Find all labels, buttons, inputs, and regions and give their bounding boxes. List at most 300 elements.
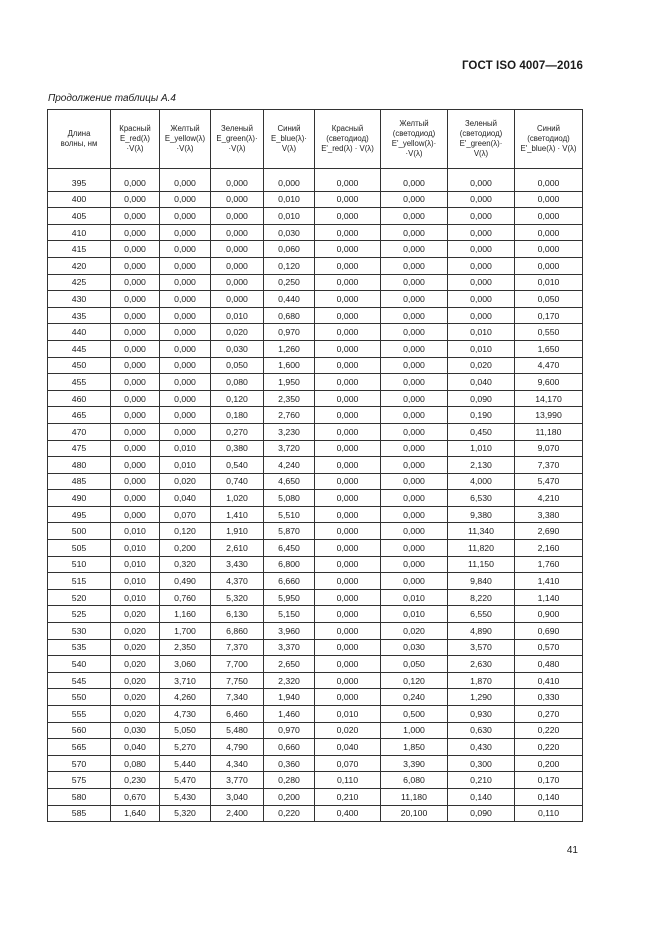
value-cell: 3,770 (211, 772, 264, 789)
column-header-line: Желтый (399, 119, 429, 128)
value-cell: 0,660 (264, 739, 315, 756)
value-cell: 0,220 (515, 722, 583, 739)
table-row (48, 340, 583, 357)
value-cell: 4,730 (160, 706, 211, 723)
table-row (48, 672, 583, 689)
value-cell: 0,000 (381, 274, 448, 291)
column-header-line: E_yellow(λ) (164, 134, 206, 143)
value-cell: 0,120 (264, 257, 315, 274)
value-cell: 0,000 (315, 324, 381, 341)
value-cell: 1,950 (264, 374, 315, 391)
value-cell: 0,010 (111, 573, 160, 590)
table-row (48, 274, 583, 291)
value-cell: 5,480 (211, 722, 264, 739)
value-cell: 0,010 (111, 589, 160, 606)
value-cell: 0,760 (160, 589, 211, 606)
value-cell: 4,650 (264, 473, 315, 490)
value-cell: 0,000 (315, 523, 381, 540)
value-cell: 11,180 (515, 423, 583, 440)
value-cell: 0,000 (211, 208, 264, 225)
value-cell: 0,000 (515, 241, 583, 258)
value-cell: 0,000 (381, 175, 448, 191)
value-cell: 0,480 (515, 656, 583, 673)
value-cell: 1,410 (211, 506, 264, 523)
value-cell: 0,000 (315, 423, 381, 440)
wavelength-cell: 445 (48, 340, 111, 357)
column-header-line: E_red(λ) (120, 134, 150, 143)
table-row (48, 490, 583, 507)
value-cell: 0,000 (111, 307, 160, 324)
column-header-line: Красный (331, 124, 364, 133)
wavelength-cell: 460 (48, 390, 111, 407)
value-cell: 0,000 (111, 423, 160, 440)
value-cell: 0,000 (448, 175, 515, 191)
wavelength-cell: 395 (48, 175, 111, 191)
value-cell: 7,340 (211, 689, 264, 706)
value-cell: 0,000 (381, 340, 448, 357)
value-cell: 0,000 (315, 175, 381, 191)
value-cell: 0,220 (515, 739, 583, 756)
value-cell: 0,000 (111, 175, 160, 191)
value-cell: 0,200 (264, 788, 315, 805)
value-cell: 0,010 (211, 307, 264, 324)
value-cell: 0,080 (211, 374, 264, 391)
value-cell: 0,020 (381, 623, 448, 640)
value-cell: 0,000 (381, 440, 448, 457)
table-row (48, 457, 583, 474)
wavelength-cell: 520 (48, 589, 111, 606)
wavelength-cell: 570 (48, 755, 111, 772)
wavelength-cell: 430 (48, 291, 111, 308)
value-cell: 0,000 (160, 241, 211, 258)
value-cell: 0,000 (515, 208, 583, 225)
table-row (48, 523, 583, 540)
value-cell: 0,240 (381, 689, 448, 706)
column-header-line: E'_red(λ) · V(λ) (321, 144, 374, 153)
value-cell: 0,030 (211, 340, 264, 357)
value-cell: 1,010 (448, 440, 515, 457)
value-cell: 0,000 (160, 191, 211, 208)
value-cell: 0,000 (111, 374, 160, 391)
wavelength-cell: 515 (48, 573, 111, 590)
column-header-line: V(λ) (473, 149, 489, 158)
value-cell: 0,000 (111, 191, 160, 208)
table-row (48, 208, 583, 225)
value-cell: 0,000 (448, 257, 515, 274)
value-cell: 0,330 (515, 689, 583, 706)
value-cell: 0,000 (315, 440, 381, 457)
value-cell: 0,000 (315, 540, 381, 557)
value-cell: 0,000 (111, 274, 160, 291)
value-cell: 0,010 (160, 457, 211, 474)
value-cell: 0,320 (160, 556, 211, 573)
value-cell: 0,380 (211, 440, 264, 457)
value-cell: 0,000 (315, 639, 381, 656)
value-cell: 0,000 (315, 340, 381, 357)
value-cell: 0,010 (111, 523, 160, 540)
value-cell: 11,820 (448, 540, 515, 557)
value-cell: 2,350 (160, 639, 211, 656)
value-cell: 0,000 (381, 407, 448, 424)
value-cell: 0,220 (264, 805, 315, 822)
value-cell: 0,970 (264, 324, 315, 341)
value-cell: 0,020 (111, 656, 160, 673)
value-cell: 0,170 (515, 307, 583, 324)
value-cell: 2,160 (515, 540, 583, 557)
value-cell: 0,000 (315, 390, 381, 407)
value-cell: 5,470 (160, 772, 211, 789)
column-header-line: Красный (119, 124, 151, 133)
wavelength-cell: 440 (48, 324, 111, 341)
value-cell: 0,000 (315, 573, 381, 590)
value-cell: 0,000 (111, 407, 160, 424)
value-cell: 0,000 (315, 307, 381, 324)
value-cell: 0,000 (160, 340, 211, 357)
value-cell: 5,320 (160, 805, 211, 822)
value-cell: 5,510 (264, 506, 315, 523)
value-cell: 0,490 (160, 573, 211, 590)
value-cell: 0,190 (448, 407, 515, 424)
value-cell: 13,990 (515, 407, 583, 424)
wavelength-cell: 400 (48, 191, 111, 208)
value-cell: 6,660 (264, 573, 315, 590)
table-row (48, 307, 583, 324)
value-cell: 0,000 (111, 390, 160, 407)
value-cell: 0,000 (381, 523, 448, 540)
value-cell: 1,460 (264, 706, 315, 723)
table-row (48, 739, 583, 756)
value-cell: 0,000 (211, 274, 264, 291)
column-header-line: E'_blue(λ) · V(λ) (520, 144, 577, 153)
value-cell: 11,180 (381, 788, 448, 805)
value-cell: 0,000 (160, 274, 211, 291)
column-header-line: E_blue(λ)· (271, 134, 307, 143)
value-cell: 0,000 (315, 257, 381, 274)
column-header-line: E_green(λ)· (216, 134, 258, 143)
value-cell: 1,000 (381, 722, 448, 739)
spectral-data-table (47, 109, 583, 822)
column-header-line: Зеленый (221, 124, 253, 133)
value-cell: 0,000 (448, 274, 515, 291)
value-cell: 2,350 (264, 390, 315, 407)
column-header-line: Синий (277, 124, 301, 133)
column-header-line: (светодиод) (459, 129, 503, 138)
value-cell: 0,000 (381, 208, 448, 225)
value-cell: 0,000 (111, 324, 160, 341)
value-cell: 4,240 (264, 457, 315, 474)
value-cell: 3,430 (211, 556, 264, 573)
value-cell: 0,000 (111, 340, 160, 357)
value-cell: 0,010 (515, 274, 583, 291)
value-cell: 0,000 (211, 241, 264, 258)
value-cell: 0,000 (315, 589, 381, 606)
column-header-line: волны, нм (60, 139, 98, 148)
wavelength-cell: 495 (48, 506, 111, 523)
value-cell: 0,000 (381, 257, 448, 274)
value-cell: 14,170 (515, 390, 583, 407)
value-cell: 0,050 (381, 656, 448, 673)
value-cell: 0,040 (315, 739, 381, 756)
wavelength-cell: 425 (48, 274, 111, 291)
column-header-3 (211, 110, 264, 169)
table-row (48, 589, 583, 606)
table-row (48, 623, 583, 640)
value-cell: 0,040 (111, 739, 160, 756)
table-row (48, 556, 583, 573)
wavelength-cell: 550 (48, 689, 111, 706)
value-cell: 0,000 (315, 191, 381, 208)
value-cell: 4,370 (211, 573, 264, 590)
value-cell: 0,670 (111, 788, 160, 805)
wavelength-cell: 475 (48, 440, 111, 457)
value-cell: 0,000 (315, 457, 381, 474)
column-header-line: Желтый (170, 124, 200, 133)
value-cell: 6,800 (264, 556, 315, 573)
column-header-line: Зеленый (465, 119, 497, 128)
column-header-line: Синий (536, 124, 560, 133)
value-cell: 6,130 (211, 606, 264, 623)
column-header-0 (48, 110, 111, 169)
value-cell: 0,070 (160, 506, 211, 523)
column-header-line: ·V(λ) (405, 149, 423, 158)
value-cell: 0,000 (448, 224, 515, 241)
value-cell: 0,280 (264, 772, 315, 789)
value-cell: 0,000 (160, 208, 211, 225)
value-cell: 0,020 (448, 357, 515, 374)
value-cell: 0,000 (111, 241, 160, 258)
value-cell: 0,000 (315, 556, 381, 573)
value-cell: 4,340 (211, 755, 264, 772)
column-header-line: ·V(λ) (126, 144, 144, 153)
value-cell: 6,550 (448, 606, 515, 623)
value-cell: 0,030 (111, 722, 160, 739)
wavelength-cell: 560 (48, 722, 111, 739)
value-cell: 0,000 (160, 407, 211, 424)
table-row (48, 291, 583, 308)
value-cell: 0,550 (515, 324, 583, 341)
column-header-line: V(λ) (281, 144, 297, 153)
value-cell: 0,000 (448, 291, 515, 308)
value-cell: 0,000 (160, 175, 211, 191)
value-cell: 0,000 (315, 623, 381, 640)
value-cell: 0,000 (111, 457, 160, 474)
value-cell: 0,210 (315, 788, 381, 805)
wavelength-cell: 565 (48, 739, 111, 756)
value-cell: 0,630 (448, 722, 515, 739)
wavelength-cell: 410 (48, 224, 111, 241)
value-cell: 1,940 (264, 689, 315, 706)
value-cell: 0,000 (315, 506, 381, 523)
table-row (48, 656, 583, 673)
value-cell: 0,410 (515, 672, 583, 689)
value-cell: 0,000 (381, 191, 448, 208)
value-cell: 5,870 (264, 523, 315, 540)
value-cell: 0,000 (381, 357, 448, 374)
value-cell: 4,790 (211, 739, 264, 756)
document-standard-header: ГОСТ ISO 4007—2016 (461, 60, 583, 72)
value-cell: 0,180 (211, 407, 264, 424)
table-header-row (48, 110, 583, 169)
value-cell: 5,440 (160, 755, 211, 772)
value-cell: 0,090 (448, 390, 515, 407)
table-row (48, 440, 583, 457)
value-cell: 5,150 (264, 606, 315, 623)
value-cell: 1,700 (160, 623, 211, 640)
value-cell: 0,000 (315, 374, 381, 391)
value-cell: 0,140 (515, 788, 583, 805)
value-cell: 0,440 (264, 291, 315, 308)
value-cell: 0,000 (160, 390, 211, 407)
table-row (48, 423, 583, 440)
value-cell: 0,020 (111, 689, 160, 706)
value-cell: 0,000 (515, 191, 583, 208)
column-header-line: (светодиод) (527, 134, 570, 143)
value-cell: 2,400 (211, 805, 264, 822)
table-row (48, 540, 583, 557)
value-cell: 0,000 (160, 374, 211, 391)
value-cell: 11,340 (448, 523, 515, 540)
value-cell: 2,130 (448, 457, 515, 474)
value-cell: 0,010 (315, 706, 381, 723)
wavelength-cell: 575 (48, 772, 111, 789)
table-caption: Продолжение таблицы А.4 (48, 93, 176, 104)
value-cell: 0,200 (160, 540, 211, 557)
value-cell: 7,750 (211, 672, 264, 689)
value-cell: 1,870 (448, 672, 515, 689)
wavelength-cell: 540 (48, 656, 111, 673)
value-cell: 1,140 (515, 589, 583, 606)
value-cell: 0,020 (211, 324, 264, 341)
value-cell: 4,260 (160, 689, 211, 706)
value-cell: 0,000 (160, 257, 211, 274)
value-cell: 0,000 (315, 606, 381, 623)
value-cell: 0,000 (111, 357, 160, 374)
value-cell: 0,070 (315, 755, 381, 772)
table-row (48, 755, 583, 772)
wavelength-cell: 480 (48, 457, 111, 474)
wavelength-cell: 435 (48, 307, 111, 324)
value-cell: 0,900 (515, 606, 583, 623)
wavelength-cell: 470 (48, 423, 111, 440)
table-row (48, 224, 583, 241)
value-cell: 0,000 (315, 656, 381, 673)
value-cell: 0,000 (448, 241, 515, 258)
value-cell: 0,080 (111, 755, 160, 772)
value-cell: 1,850 (381, 739, 448, 756)
table-row (48, 772, 583, 789)
value-cell: 0,000 (448, 191, 515, 208)
value-cell: 0,270 (515, 706, 583, 723)
value-cell: 0,000 (160, 324, 211, 341)
column-header-line: ·V(λ) (228, 144, 246, 153)
table-row (48, 241, 583, 258)
value-cell: 2,690 (515, 523, 583, 540)
value-cell: 0,270 (211, 423, 264, 440)
value-cell: 0,040 (448, 374, 515, 391)
value-cell: 0,000 (381, 423, 448, 440)
value-cell: 0,120 (211, 390, 264, 407)
value-cell: 0,970 (264, 722, 315, 739)
value-cell: 0,000 (448, 208, 515, 225)
value-cell: 0,000 (315, 689, 381, 706)
value-cell: 0,000 (515, 175, 583, 191)
value-cell: 0,000 (381, 556, 448, 573)
wavelength-cell: 505 (48, 540, 111, 557)
table-row (48, 357, 583, 374)
value-cell: 0,430 (448, 739, 515, 756)
column-header-line: (светодиод) (326, 134, 369, 143)
value-cell: 0,120 (381, 672, 448, 689)
value-cell: 6,450 (264, 540, 315, 557)
value-cell: 7,370 (515, 457, 583, 474)
table-row (48, 722, 583, 739)
value-cell: 3,390 (381, 755, 448, 772)
value-cell: 0,230 (111, 772, 160, 789)
value-cell: 0,000 (211, 191, 264, 208)
value-cell: 0,000 (264, 175, 315, 191)
value-cell: 0,000 (381, 506, 448, 523)
value-cell: 0,010 (381, 589, 448, 606)
value-cell: 5,430 (160, 788, 211, 805)
value-cell: 9,070 (515, 440, 583, 457)
value-cell: 0,000 (315, 357, 381, 374)
column-header-1 (111, 110, 160, 169)
value-cell: 0,000 (315, 291, 381, 308)
value-cell: 8,220 (448, 589, 515, 606)
value-cell: 5,080 (264, 490, 315, 507)
value-cell: 0,170 (515, 772, 583, 789)
value-cell: 3,960 (264, 623, 315, 640)
value-cell: 0,200 (515, 755, 583, 772)
value-cell: 0,000 (315, 274, 381, 291)
value-cell: 0,020 (111, 606, 160, 623)
value-cell: 0,250 (264, 274, 315, 291)
value-cell: 1,640 (111, 805, 160, 822)
value-cell: 4,210 (515, 490, 583, 507)
value-cell: 0,680 (264, 307, 315, 324)
value-cell: 2,320 (264, 672, 315, 689)
value-cell: 3,720 (264, 440, 315, 457)
value-cell: 0,050 (515, 291, 583, 308)
value-cell: 20,100 (381, 805, 448, 822)
value-cell: 4,470 (515, 357, 583, 374)
value-cell: 0,400 (315, 805, 381, 822)
value-cell: 6,460 (211, 706, 264, 723)
wavelength-cell: 500 (48, 523, 111, 540)
column-header-6 (381, 110, 448, 169)
value-cell: 0,000 (111, 473, 160, 490)
table-row (48, 407, 583, 424)
value-cell: 0,000 (211, 224, 264, 241)
value-cell: 0,000 (315, 407, 381, 424)
value-cell: 0,300 (448, 755, 515, 772)
value-cell: 0,000 (315, 473, 381, 490)
value-cell: 0,020 (111, 706, 160, 723)
value-cell: 2,760 (264, 407, 315, 424)
value-cell: 5,470 (515, 473, 583, 490)
value-cell: 0,000 (315, 208, 381, 225)
value-cell: 0,000 (381, 540, 448, 557)
value-cell: 4,890 (448, 623, 515, 640)
value-cell: 11,150 (448, 556, 515, 573)
table-row (48, 506, 583, 523)
table-row (48, 191, 583, 208)
value-cell: 0,000 (381, 307, 448, 324)
value-cell: 0,110 (515, 805, 583, 822)
value-cell: 0,020 (160, 473, 211, 490)
value-cell: 9,840 (448, 573, 515, 590)
column-header-4 (264, 110, 315, 169)
